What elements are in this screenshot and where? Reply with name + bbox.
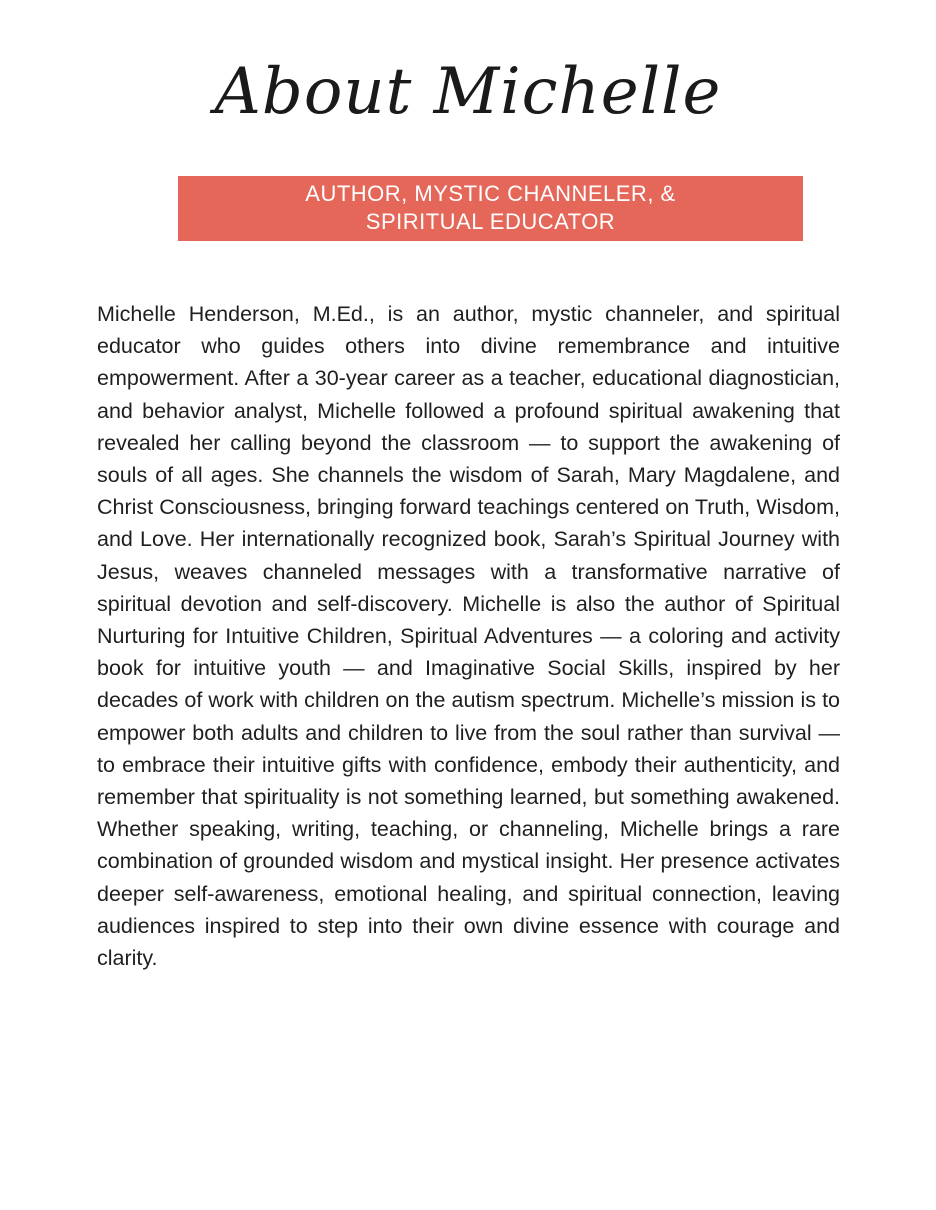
page-title: About Michelle xyxy=(214,55,722,129)
bio-paragraph: Michelle Henderson, M.Ed., is an author, mystic channeler, and spiritual educator who guides others into divine remembrance and intuitive empowerment. After a 30-year career as a teacher, educational diagnostician, and behavior analyst, Michelle followed a profound spiritual awakening that revealed her calling beyond the classroom — to support the awakening of souls of all ages. She channels the wisdom of Sarah, Mary Magdalene, and Christ Consciousness, bringing forward teachings centered on Truth, Wisdom, and Love. Her internationally recognized book, Sarah’s Spiritual Journey with Jesus, weaves channeled messages with a transformative narrative of spiritual devotion and self-discovery. Michelle is also the author of Spiritual Nurturing for Intuitive Children, Spiritual Adventures — a coloring and activity book for intuitive youth — and Imaginative Social Skills, inspired by her decades of work with children on the autism spectrum. Michelle’s mission is to empower both adults and children to live from the soul rather than survival — to embrace their intuitive gifts with confidence, embody their authenticity, and remember that spirituality is not something learned, but something awakened. Whether speaking, writing, teaching, or channeling, Michelle brings a rare combination of grounded wisdom and mystical insight. Her presence activates deeper self-awareness, emotional healing, and spiritual connection, leaving audiences inspired to step into their own divine essence with courage and clarity. xyxy=(97,302,840,971)
banner-line-2: SPIRITUAL EDUCATOR xyxy=(365,209,616,234)
role-banner xyxy=(178,176,803,241)
banner-line-1: AUTHOR, MYSTIC CHANNELER, & xyxy=(305,181,676,206)
